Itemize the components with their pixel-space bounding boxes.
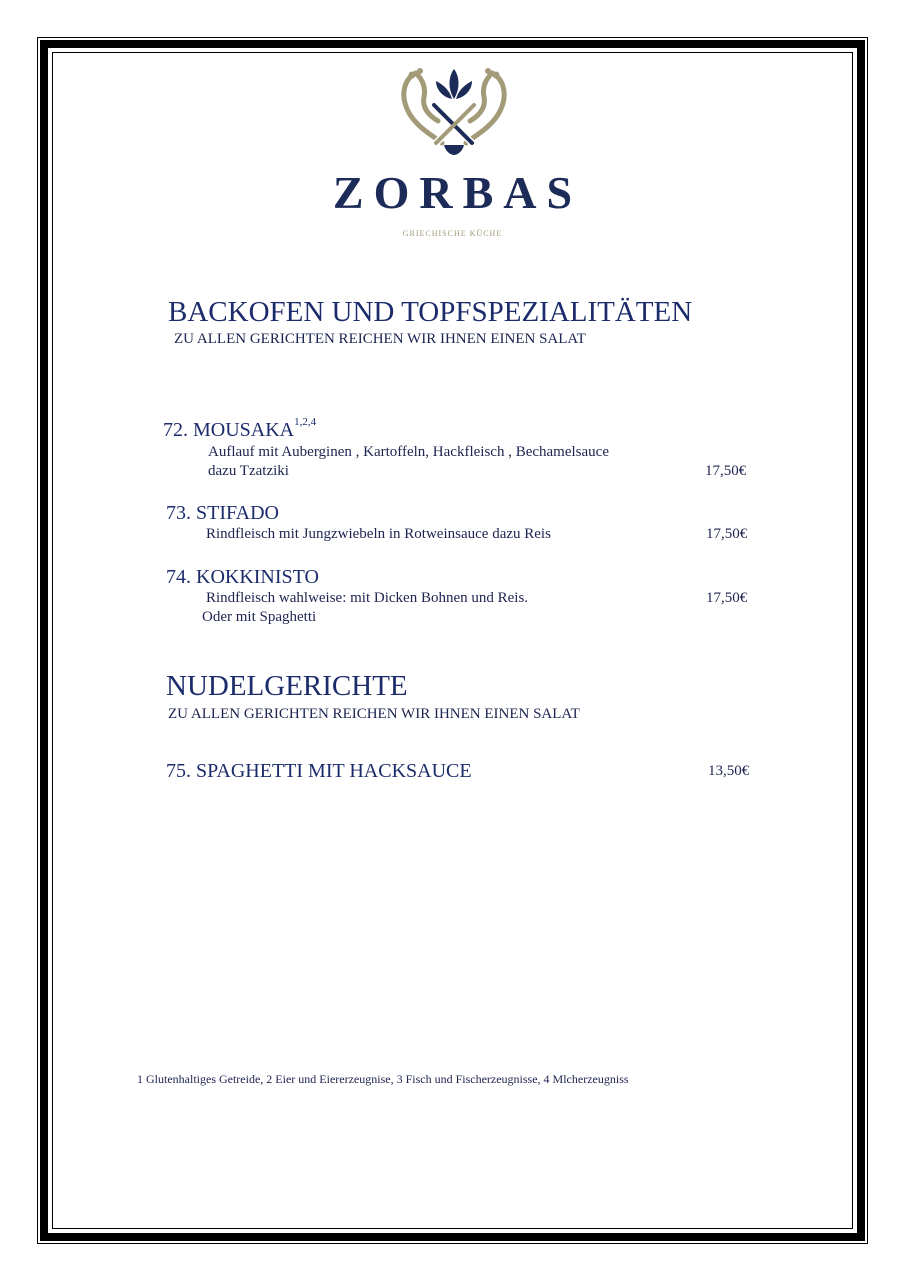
brand-name: ZORBAS xyxy=(332,167,583,218)
menu-item-description: Rindfleisch wahlweise: mit Dicken Bohnen und Reis. xyxy=(206,590,529,606)
allergen-codes: 1,2,4 xyxy=(294,416,317,428)
menu-item-name xyxy=(163,416,317,442)
logo-emblem-icon xyxy=(398,65,510,157)
menu-item-description: Auflauf mit Auberginen , Kartoffeln, Hackfleisch , Bechamelsauce xyxy=(208,444,609,460)
section-note: ZU ALLEN GERICHTEN REICHEN WIR IHNEN EINEN SALAT xyxy=(174,331,586,347)
menu-item-description: Rindfleisch mit Jungzwiebeln in Rotweinsauce dazu Reis xyxy=(206,526,551,542)
menu-item-name: 73. STIFADO xyxy=(166,502,279,524)
menu-item-label: 72. MOUSAKA xyxy=(163,419,295,441)
section-title: BACKOFEN UND TOPFSPEZIALITÄTEN xyxy=(168,296,693,328)
menu-item-price: 17,50€ xyxy=(706,526,748,542)
menu-item-price: 17,50€ xyxy=(705,463,747,479)
brand-tagline: GRIECHISCHE KÜCHE xyxy=(402,229,503,238)
menu-item-price: 13,50€ xyxy=(708,763,750,779)
section-note: ZU ALLEN GERICHTEN REICHEN WIR IHNEN EINEN SALAT xyxy=(168,706,580,722)
menu-item-description: dazu Tzatziki xyxy=(208,463,289,479)
allergen-footnote: 1 Glutenhaltiges Getreide, 2 Eier und Eiererzeugnise, 3 Fisch und Fischerzeugnisse, 4 Mlcherzeugniss xyxy=(137,1072,629,1086)
section-title: NUDELGERICHTE xyxy=(166,670,408,702)
menu-item-description: Oder mit Spaghetti xyxy=(202,609,317,625)
menu-item-price: 17,50€ xyxy=(706,590,748,606)
menu-item-name: 75. SPAGHETTI MIT HACKSAUCE xyxy=(166,760,472,782)
menu-item-name: 74. KOKKINISTO xyxy=(166,566,319,588)
